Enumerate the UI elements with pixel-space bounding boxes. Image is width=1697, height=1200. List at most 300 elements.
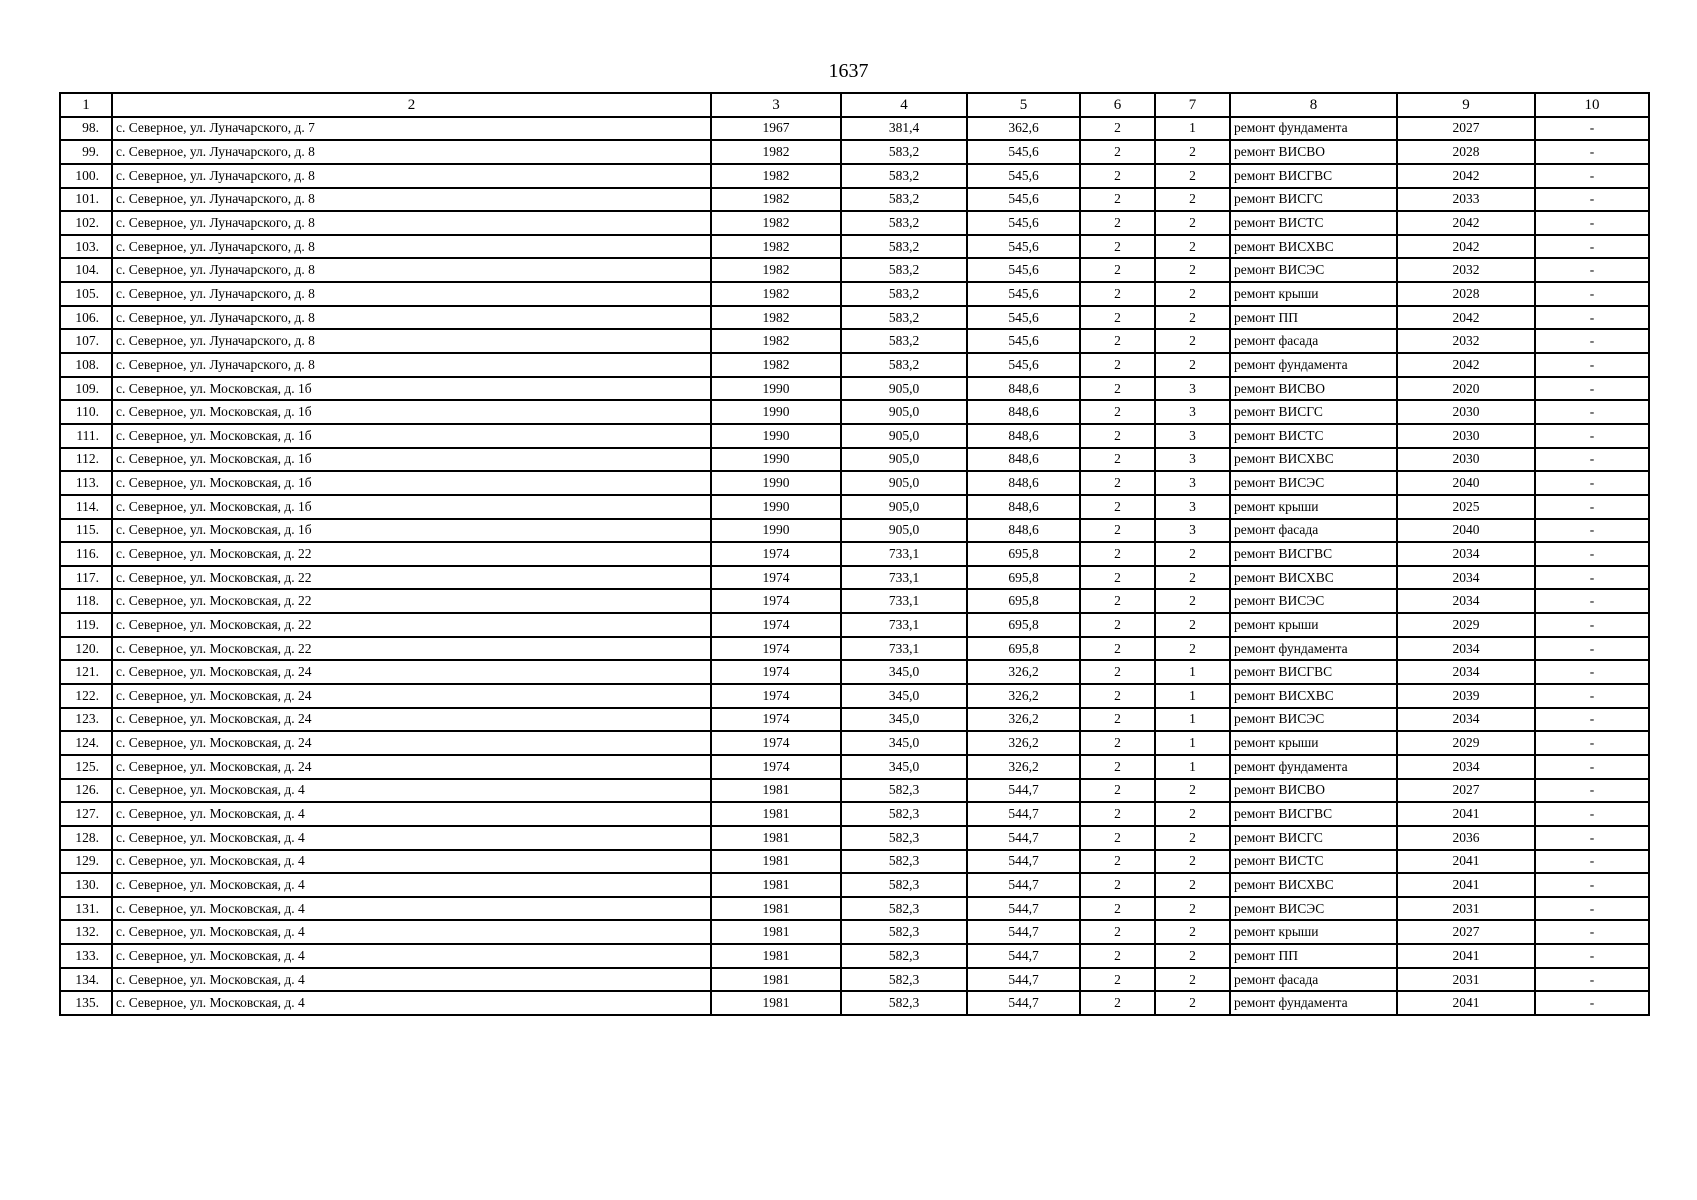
col-6-value-cell: 2 (1080, 802, 1155, 826)
build-year-cell: 1967 (711, 117, 841, 141)
col-10-value-cell: - (1535, 495, 1649, 519)
col-6-value-cell: 2 (1080, 542, 1155, 566)
work-type-cell: ремонт ПП (1230, 944, 1397, 968)
total-area-cell: 905,0 (841, 495, 967, 519)
row-index-cell: 126. (60, 779, 112, 803)
total-area-cell: 583,2 (841, 306, 967, 330)
table-row (60, 755, 1649, 779)
planned-year-cell: 2030 (1397, 424, 1535, 448)
work-type-cell: ремонт крыши (1230, 495, 1397, 519)
planned-year-cell: 2039 (1397, 684, 1535, 708)
work-type-cell: ремонт фасада (1230, 519, 1397, 543)
col-6-value-cell: 2 (1080, 211, 1155, 235)
col-7-value-cell: 1 (1155, 755, 1230, 779)
total-area-cell: 905,0 (841, 377, 967, 401)
planned-year-cell: 2042 (1397, 235, 1535, 259)
table-row (60, 235, 1649, 259)
build-year-cell: 1982 (711, 188, 841, 212)
address-cell: с. Северное, ул. Луначарского, д. 8 (112, 306, 711, 330)
living-area-cell: 544,7 (967, 920, 1080, 944)
work-type-cell: ремонт фундамента (1230, 755, 1397, 779)
row-index-cell: 106. (60, 306, 112, 330)
row-index-cell: 107. (60, 329, 112, 353)
work-type-cell: ремонт ПП (1230, 306, 1397, 330)
col-6-value-cell: 2 (1080, 306, 1155, 330)
col-10-value-cell: - (1535, 944, 1649, 968)
col-6-value-cell: 2 (1080, 755, 1155, 779)
col-6-value-cell: 2 (1080, 353, 1155, 377)
living-area-cell: 695,8 (967, 637, 1080, 661)
total-area-cell: 905,0 (841, 471, 967, 495)
living-area-cell: 545,6 (967, 353, 1080, 377)
build-year-cell: 1982 (711, 329, 841, 353)
total-area-cell: 345,0 (841, 708, 967, 732)
work-type-cell: ремонт ВИСТС (1230, 850, 1397, 874)
col-6-value-cell: 2 (1080, 613, 1155, 637)
row-index-cell: 103. (60, 235, 112, 259)
work-type-cell: ремонт ВИСТС (1230, 424, 1397, 448)
address-cell: с. Северное, ул. Московская, д. 22 (112, 542, 711, 566)
build-year-cell: 1974 (711, 613, 841, 637)
table-row (60, 660, 1649, 684)
table-row (60, 873, 1649, 897)
row-index-cell: 110. (60, 400, 112, 424)
col-6-value-cell: 2 (1080, 164, 1155, 188)
col-7-value-cell: 2 (1155, 589, 1230, 613)
address-cell: с. Северное, ул. Московская, д. 24 (112, 708, 711, 732)
planned-year-cell: 2036 (1397, 826, 1535, 850)
living-area-cell: 545,6 (967, 258, 1080, 282)
repair-schedule-table (59, 92, 1650, 1016)
total-area-cell: 905,0 (841, 424, 967, 448)
col-6-value-cell: 2 (1080, 660, 1155, 684)
total-area-cell: 583,2 (841, 211, 967, 235)
total-area-cell: 733,1 (841, 589, 967, 613)
total-area-cell: 582,3 (841, 944, 967, 968)
col-6-value-cell: 2 (1080, 188, 1155, 212)
table-row (60, 448, 1649, 472)
table-row (60, 826, 1649, 850)
row-index-cell: 108. (60, 353, 112, 377)
build-year-cell: 1990 (711, 495, 841, 519)
table-row (60, 471, 1649, 495)
row-index-cell: 101. (60, 188, 112, 212)
col-7-value-cell: 2 (1155, 991, 1230, 1015)
planned-year-cell: 2030 (1397, 448, 1535, 472)
address-cell: с. Северное, ул. Луначарского, д. 8 (112, 353, 711, 377)
total-area-cell: 583,2 (841, 329, 967, 353)
address-cell: с. Северное, ул. Московская, д. 4 (112, 802, 711, 826)
living-area-cell: 848,6 (967, 400, 1080, 424)
build-year-cell: 1974 (711, 731, 841, 755)
build-year-cell: 1990 (711, 448, 841, 472)
col-10-value-cell: - (1535, 968, 1649, 992)
living-area-cell: 545,6 (967, 164, 1080, 188)
living-area-cell: 545,6 (967, 306, 1080, 330)
living-area-cell: 848,6 (967, 519, 1080, 543)
table-row (60, 306, 1649, 330)
address-cell: с. Северное, ул. Московская, д. 1б (112, 519, 711, 543)
col-10-value-cell: - (1535, 566, 1649, 590)
build-year-cell: 1990 (711, 377, 841, 401)
build-year-cell: 1981 (711, 873, 841, 897)
col-10-value-cell: - (1535, 779, 1649, 803)
planned-year-cell: 2020 (1397, 377, 1535, 401)
planned-year-cell: 2042 (1397, 306, 1535, 330)
col-7-value-cell: 2 (1155, 329, 1230, 353)
total-area-cell: 582,3 (841, 920, 967, 944)
col-7-value-cell: 2 (1155, 968, 1230, 992)
total-area-cell: 733,1 (841, 613, 967, 637)
table-row (60, 991, 1649, 1015)
total-area-cell: 905,0 (841, 400, 967, 424)
planned-year-cell: 2032 (1397, 258, 1535, 282)
living-area-cell: 362,6 (967, 117, 1080, 141)
planned-year-cell: 2025 (1397, 495, 1535, 519)
work-type-cell: ремонт фундамента (1230, 353, 1397, 377)
planned-year-cell: 2041 (1397, 944, 1535, 968)
col-10-value-cell: - (1535, 613, 1649, 637)
row-index-cell: 131. (60, 897, 112, 921)
planned-year-cell: 2041 (1397, 850, 1535, 874)
col-7-value-cell: 1 (1155, 684, 1230, 708)
col-10-value-cell: - (1535, 897, 1649, 921)
build-year-cell: 1990 (711, 424, 841, 448)
work-type-cell: ремонт ВИСЭС (1230, 708, 1397, 732)
col-7-value-cell: 2 (1155, 637, 1230, 661)
living-area-cell: 545,6 (967, 211, 1080, 235)
page-number: 1637 (828, 60, 869, 82)
col-7-value-cell: 2 (1155, 873, 1230, 897)
col-10-value-cell: - (1535, 471, 1649, 495)
column-header-7: 7 (1155, 93, 1230, 117)
table-row (60, 968, 1649, 992)
table-row (60, 282, 1649, 306)
column-header-10: 10 (1535, 93, 1649, 117)
row-index-cell: 113. (60, 471, 112, 495)
living-area-cell: 544,7 (967, 826, 1080, 850)
column-header-3: 3 (711, 93, 841, 117)
build-year-cell: 1974 (711, 684, 841, 708)
table-body (60, 117, 1649, 1015)
planned-year-cell: 2040 (1397, 471, 1535, 495)
column-number-row (60, 93, 1649, 117)
col-7-value-cell: 2 (1155, 897, 1230, 921)
planned-year-cell: 2029 (1397, 613, 1535, 637)
planned-year-cell: 2041 (1397, 873, 1535, 897)
col-6-value-cell: 2 (1080, 377, 1155, 401)
planned-year-cell: 2034 (1397, 660, 1535, 684)
col-10-value-cell: - (1535, 684, 1649, 708)
col-7-value-cell: 1 (1155, 660, 1230, 684)
table-row (60, 117, 1649, 141)
table-row (60, 140, 1649, 164)
col-6-value-cell: 2 (1080, 968, 1155, 992)
build-year-cell: 1990 (711, 471, 841, 495)
col-6-value-cell: 2 (1080, 140, 1155, 164)
build-year-cell: 1974 (711, 542, 841, 566)
build-year-cell: 1981 (711, 802, 841, 826)
total-area-cell: 582,3 (841, 850, 967, 874)
col-10-value-cell: - (1535, 282, 1649, 306)
row-index-cell: 128. (60, 826, 112, 850)
total-area-cell: 582,3 (841, 968, 967, 992)
work-type-cell: ремонт крыши (1230, 282, 1397, 306)
table-row (60, 566, 1649, 590)
row-index-cell: 122. (60, 684, 112, 708)
work-type-cell: ремонт фасада (1230, 968, 1397, 992)
row-index-cell: 102. (60, 211, 112, 235)
col-7-value-cell: 2 (1155, 164, 1230, 188)
work-type-cell: ремонт фундамента (1230, 117, 1397, 141)
build-year-cell: 1982 (711, 211, 841, 235)
address-cell: с. Северное, ул. Московская, д. 1б (112, 377, 711, 401)
planned-year-cell: 2027 (1397, 117, 1535, 141)
planned-year-cell: 2030 (1397, 400, 1535, 424)
row-index-cell: 119. (60, 613, 112, 637)
address-cell: с. Северное, ул. Московская, д. 4 (112, 897, 711, 921)
total-area-cell: 583,2 (841, 164, 967, 188)
table-row (60, 731, 1649, 755)
table-row (60, 944, 1649, 968)
col-6-value-cell: 2 (1080, 991, 1155, 1015)
table-row (60, 353, 1649, 377)
build-year-cell: 1974 (711, 589, 841, 613)
col-6-value-cell: 2 (1080, 731, 1155, 755)
address-cell: с. Северное, ул. Московская, д. 1б (112, 495, 711, 519)
build-year-cell: 1981 (711, 944, 841, 968)
work-type-cell: ремонт ВИСВО (1230, 377, 1397, 401)
build-year-cell: 1982 (711, 282, 841, 306)
planned-year-cell: 2028 (1397, 282, 1535, 306)
col-6-value-cell: 2 (1080, 519, 1155, 543)
col-6-value-cell: 2 (1080, 566, 1155, 590)
living-area-cell: 544,7 (967, 850, 1080, 874)
address-cell: с. Северное, ул. Московская, д. 1б (112, 400, 711, 424)
planned-year-cell: 2042 (1397, 353, 1535, 377)
address-cell: с. Северное, ул. Московская, д. 4 (112, 826, 711, 850)
planned-year-cell: 2027 (1397, 779, 1535, 803)
address-cell: с. Северное, ул. Московская, д. 22 (112, 613, 711, 637)
planned-year-cell: 2040 (1397, 519, 1535, 543)
table-row (60, 164, 1649, 188)
address-cell: с. Северное, ул. Московская, д. 4 (112, 991, 711, 1015)
living-area-cell: 545,6 (967, 235, 1080, 259)
row-index-cell: 125. (60, 755, 112, 779)
build-year-cell: 1981 (711, 897, 841, 921)
column-header-6: 6 (1080, 93, 1155, 117)
table-row (60, 188, 1649, 212)
col-6-value-cell: 2 (1080, 424, 1155, 448)
total-area-cell: 905,0 (841, 519, 967, 543)
total-area-cell: 733,1 (841, 542, 967, 566)
address-cell: с. Северное, ул. Московская, д. 24 (112, 660, 711, 684)
row-index-cell: 112. (60, 448, 112, 472)
living-area-cell: 544,7 (967, 991, 1080, 1015)
col-6-value-cell: 2 (1080, 495, 1155, 519)
col-7-value-cell: 2 (1155, 282, 1230, 306)
total-area-cell: 345,0 (841, 755, 967, 779)
row-index-cell: 105. (60, 282, 112, 306)
row-index-cell: 132. (60, 920, 112, 944)
address-cell: с. Северное, ул. Московская, д. 24 (112, 684, 711, 708)
build-year-cell: 1982 (711, 353, 841, 377)
total-area-cell: 345,0 (841, 684, 967, 708)
table-row (60, 850, 1649, 874)
row-index-cell: 121. (60, 660, 112, 684)
col-7-value-cell: 2 (1155, 211, 1230, 235)
total-area-cell: 583,2 (841, 188, 967, 212)
work-type-cell: ремонт ВИСЭС (1230, 471, 1397, 495)
col-10-value-cell: - (1535, 188, 1649, 212)
work-type-cell: ремонт ВИСГС (1230, 188, 1397, 212)
build-year-cell: 1990 (711, 400, 841, 424)
living-area-cell: 544,7 (967, 897, 1080, 921)
col-6-value-cell: 2 (1080, 708, 1155, 732)
work-type-cell: ремонт ВИСЭС (1230, 589, 1397, 613)
table-row (60, 708, 1649, 732)
planned-year-cell: 2034 (1397, 708, 1535, 732)
col-7-value-cell: 2 (1155, 235, 1230, 259)
col-7-value-cell: 2 (1155, 258, 1230, 282)
address-cell: с. Северное, ул. Московская, д. 4 (112, 920, 711, 944)
build-year-cell: 1990 (711, 519, 841, 543)
row-index-cell: 129. (60, 850, 112, 874)
col-7-value-cell: 3 (1155, 448, 1230, 472)
col-7-value-cell: 2 (1155, 920, 1230, 944)
total-area-cell: 345,0 (841, 660, 967, 684)
planned-year-cell: 2042 (1397, 211, 1535, 235)
address-cell: с. Северное, ул. Луначарского, д. 8 (112, 235, 711, 259)
col-6-value-cell: 2 (1080, 471, 1155, 495)
planned-year-cell: 2031 (1397, 897, 1535, 921)
planned-year-cell: 2034 (1397, 637, 1535, 661)
living-area-cell: 544,7 (967, 968, 1080, 992)
row-index-cell: 111. (60, 424, 112, 448)
planned-year-cell: 2029 (1397, 731, 1535, 755)
column-header-9: 9 (1397, 93, 1535, 117)
col-10-value-cell: - (1535, 660, 1649, 684)
col-7-value-cell: 2 (1155, 542, 1230, 566)
living-area-cell: 544,7 (967, 779, 1080, 803)
living-area-cell: 695,8 (967, 589, 1080, 613)
table-row (60, 613, 1649, 637)
living-area-cell: 848,6 (967, 377, 1080, 401)
work-type-cell: ремонт ВИСХВС (1230, 448, 1397, 472)
living-area-cell: 695,8 (967, 542, 1080, 566)
build-year-cell: 1982 (711, 140, 841, 164)
build-year-cell: 1974 (711, 566, 841, 590)
col-7-value-cell: 2 (1155, 779, 1230, 803)
living-area-cell: 848,6 (967, 495, 1080, 519)
table-row (60, 400, 1649, 424)
work-type-cell: ремонт ВИСГС (1230, 400, 1397, 424)
address-cell: с. Северное, ул. Луначарского, д. 7 (112, 117, 711, 141)
build-year-cell: 1981 (711, 968, 841, 992)
address-cell: с. Северное, ул. Московская, д. 24 (112, 755, 711, 779)
row-index-cell: 130. (60, 873, 112, 897)
total-area-cell: 733,1 (841, 566, 967, 590)
living-area-cell: 848,6 (967, 448, 1080, 472)
living-area-cell: 695,8 (967, 613, 1080, 637)
col-10-value-cell: - (1535, 353, 1649, 377)
work-type-cell: ремонт ВИСЭС (1230, 897, 1397, 921)
column-header-2: 2 (112, 93, 711, 117)
address-cell: с. Северное, ул. Московская, д. 4 (112, 968, 711, 992)
table-row (60, 802, 1649, 826)
table-row (60, 920, 1649, 944)
build-year-cell: 1981 (711, 920, 841, 944)
work-type-cell: ремонт крыши (1230, 613, 1397, 637)
total-area-cell: 582,3 (841, 779, 967, 803)
living-area-cell: 326,2 (967, 755, 1080, 779)
total-area-cell: 582,3 (841, 897, 967, 921)
col-10-value-cell: - (1535, 637, 1649, 661)
col-6-value-cell: 2 (1080, 944, 1155, 968)
row-index-cell: 124. (60, 731, 112, 755)
build-year-cell: 1974 (711, 755, 841, 779)
col-7-value-cell: 2 (1155, 306, 1230, 330)
table-row (60, 779, 1649, 803)
col-6-value-cell: 2 (1080, 779, 1155, 803)
col-6-value-cell: 2 (1080, 637, 1155, 661)
total-area-cell: 582,3 (841, 826, 967, 850)
address-cell: с. Северное, ул. Луначарского, д. 8 (112, 329, 711, 353)
build-year-cell: 1974 (711, 637, 841, 661)
row-index-cell: 118. (60, 589, 112, 613)
planned-year-cell: 2034 (1397, 542, 1535, 566)
work-type-cell: ремонт фасада (1230, 329, 1397, 353)
col-10-value-cell: - (1535, 424, 1649, 448)
col-10-value-cell: - (1535, 589, 1649, 613)
table-row (60, 519, 1649, 543)
build-year-cell: 1981 (711, 826, 841, 850)
table-row (60, 424, 1649, 448)
col-10-value-cell: - (1535, 164, 1649, 188)
living-area-cell: 545,6 (967, 329, 1080, 353)
total-area-cell: 583,2 (841, 235, 967, 259)
col-6-value-cell: 2 (1080, 589, 1155, 613)
row-index-cell: 133. (60, 944, 112, 968)
living-area-cell: 544,7 (967, 802, 1080, 826)
col-6-value-cell: 2 (1080, 400, 1155, 424)
living-area-cell: 848,6 (967, 424, 1080, 448)
work-type-cell: ремонт фундамента (1230, 637, 1397, 661)
table-row (60, 211, 1649, 235)
planned-year-cell: 2027 (1397, 920, 1535, 944)
living-area-cell: 326,2 (967, 684, 1080, 708)
row-index-cell: 116. (60, 542, 112, 566)
living-area-cell: 848,6 (967, 471, 1080, 495)
col-10-value-cell: - (1535, 400, 1649, 424)
work-type-cell: ремонт ВИСВО (1230, 779, 1397, 803)
col-7-value-cell: 2 (1155, 944, 1230, 968)
row-index-cell: 127. (60, 802, 112, 826)
work-type-cell: ремонт ВИСХВС (1230, 235, 1397, 259)
col-6-value-cell: 2 (1080, 897, 1155, 921)
column-header-8: 8 (1230, 93, 1397, 117)
work-type-cell: ремонт крыши (1230, 920, 1397, 944)
col-10-value-cell: - (1535, 448, 1649, 472)
col-10-value-cell: - (1535, 211, 1649, 235)
planned-year-cell: 2031 (1397, 968, 1535, 992)
address-cell: с. Северное, ул. Московская, д. 1б (112, 424, 711, 448)
col-10-value-cell: - (1535, 873, 1649, 897)
address-cell: с. Северное, ул. Луначарского, д. 8 (112, 258, 711, 282)
table-row (60, 542, 1649, 566)
address-cell: с. Северное, ул. Луначарского, д. 8 (112, 282, 711, 306)
col-6-value-cell: 2 (1080, 850, 1155, 874)
